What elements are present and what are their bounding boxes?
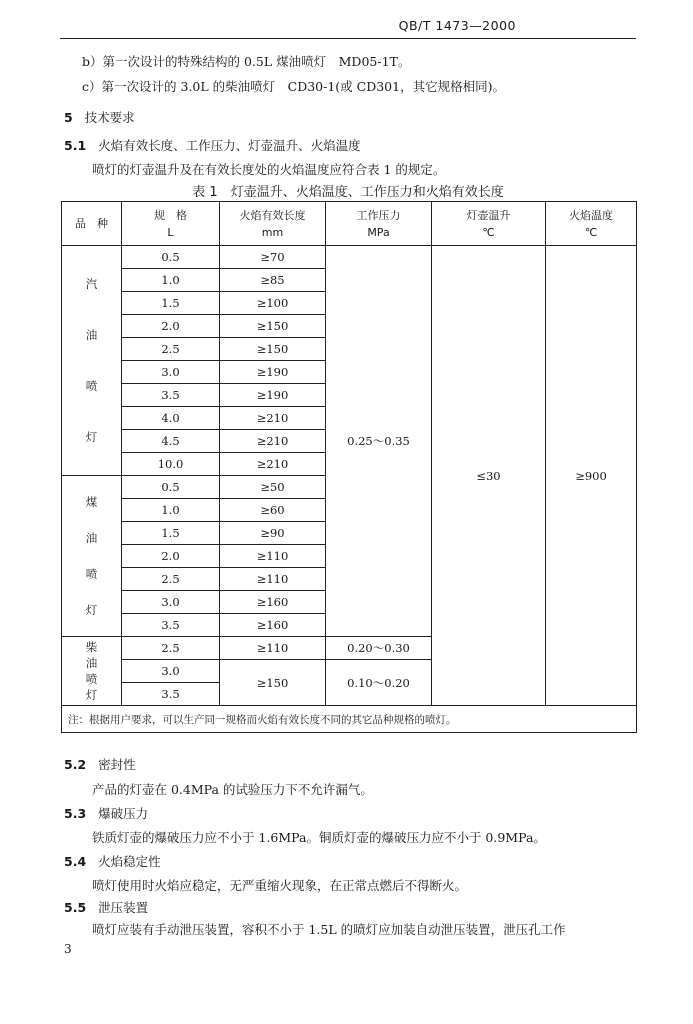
cell-spec: 1.0 (122, 499, 220, 522)
cell-spec: 0.5 (122, 476, 220, 499)
header-flame-length (220, 202, 326, 246)
section-5-2-body: 产品的灯壶在 0.4MPa 的试验压力下不允许漏气。 (92, 782, 373, 797)
cell-spec: 2.5 (122, 338, 220, 361)
group-char: 灯 (85, 430, 98, 445)
header-flame-length-unit: mm (261, 225, 284, 239)
cell-spec: 3.5 (122, 614, 220, 637)
cell-spec: 3.5 (122, 384, 220, 407)
section-5-2-heading (64, 755, 136, 773)
cell-flame-length: ≥110 (220, 637, 326, 660)
standard-number: QB/T 1473—2000 (398, 18, 516, 33)
group-char: 灯 (85, 603, 98, 617)
header-flame-temp-label: 火焰温度 (569, 208, 613, 222)
cell-spec: 3.0 (122, 591, 220, 614)
cell-flame-length: ≥110 (220, 545, 326, 568)
cell-pressure-diesel-rest: 0.10～0.20 (326, 660, 432, 706)
cell-spec: 2.5 (122, 568, 220, 591)
section-5-5-heading (64, 898, 148, 916)
group-char: 汽 (85, 276, 98, 291)
cell-flame-length: ≥210 (220, 407, 326, 430)
header-pressure-label: 工作压力 (356, 208, 401, 222)
cell-flame-length: ≥160 (220, 591, 326, 614)
cell-spec: 0.5 (122, 246, 220, 269)
cell-spec: 4.5 (122, 430, 220, 453)
group-char: 柴 (85, 640, 98, 654)
group-char: 喷 (85, 672, 98, 686)
cell-spec: 4.0 (122, 407, 220, 430)
cell-pressure-main: 0.25～0.35 (326, 246, 432, 637)
cell-flame-length: ≥190 (220, 384, 326, 407)
section-5-4-body: 喷灯使用时火焰应稳定，无严重缩火现象，在正常点燃后不得断火。 (92, 878, 468, 893)
group-char: 油 (85, 531, 98, 545)
table-row (62, 246, 637, 269)
group-diesel (62, 637, 122, 706)
table-header-row (62, 202, 637, 246)
cell-spec: 1.5 (122, 522, 220, 545)
section-number: 5.2 (64, 757, 87, 772)
spec-table (61, 201, 637, 733)
section-5-5-body: 喷灯应装有手动泄压装置，容积不小于 1.5L 的喷灯应加装自动泄压装置，泄压孔工作 (92, 922, 566, 937)
cell-flame-length: ≥150 (220, 660, 326, 706)
section-number: 5.1 (64, 138, 87, 153)
page-header (60, 16, 636, 39)
section-5-4-heading (64, 852, 161, 870)
table-note-row (62, 706, 637, 733)
intro-item-c: c）第一次设计的 3.0L 的柴油喷灯 CD30-1(或 CD301，其它规格相同)。 (82, 79, 505, 94)
header-temp-rise (432, 202, 546, 246)
section-5-3-body: 铁质灯壶的爆破压力应不小于 1.6MPa。铜质灯壶的爆破压力应不小于 0.9MPa。 (92, 830, 546, 845)
section-5-1-body: 喷灯的灯壶温升及在有效长度处的火焰温度应符合表 1 的规定。 (92, 162, 446, 177)
cell-spec: 3.0 (122, 660, 220, 683)
header-spec (122, 202, 220, 246)
header-flame-length-label: 火焰有效长度 (239, 208, 306, 222)
cell-flame-length: ≥150 (220, 338, 326, 361)
header-spec-label: 规 格 (154, 208, 187, 222)
section-number: 5.3 (64, 806, 87, 821)
cell-temp-rise: ≤30 (432, 246, 546, 706)
section-title: 火焰有效长度、工作压力、灯壶温升、火焰温度 (98, 138, 361, 153)
section-number: 5.4 (64, 854, 87, 869)
section-5-3-heading (64, 804, 148, 822)
header-spec-unit: L (167, 225, 174, 239)
cell-spec: 3.5 (122, 683, 220, 706)
cell-flame-length: ≥150 (220, 315, 326, 338)
group-char: 灯 (85, 688, 98, 702)
section-title: 火焰稳定性 (98, 854, 161, 869)
header-temp-rise-unit: ℃ (482, 225, 495, 239)
cell-spec: 2.5 (122, 637, 220, 660)
cell-flame-length: ≥70 (220, 246, 326, 269)
section-title: 密封性 (98, 757, 136, 772)
group-char: 喷 (85, 379, 98, 394)
cell-flame-length: ≥100 (220, 292, 326, 315)
cell-pressure-diesel-25: 0.20～0.30 (326, 637, 432, 660)
group-gasoline (62, 246, 122, 476)
page-number: 3 (64, 942, 72, 956)
group-char: 喷 (85, 567, 98, 581)
header-flame-temp (546, 202, 637, 246)
section-title: 泄压装置 (98, 900, 149, 915)
table-note: 注：根据用户要求，可以生产同一规格而火焰有效长度不同的其它品种规格的喷灯。 (62, 706, 637, 733)
cell-spec: 1.5 (122, 292, 220, 315)
header-flame-temp-unit: ℃ (584, 225, 598, 239)
header-temp-rise-label: 灯壶温升 (466, 208, 511, 222)
intro-item-b: b）第一次设计的特殊结构的 0.5L 煤油喷灯 MD05-1T。 (82, 54, 411, 69)
section-5-1-heading (64, 136, 361, 154)
header-product: 品 种 (62, 202, 122, 246)
section-number: 5 (64, 110, 73, 125)
cell-flame-length: ≥210 (220, 430, 326, 453)
cell-flame-temp: ≥900 (546, 246, 637, 706)
header-pressure-unit: MPa (367, 225, 390, 239)
group-kerosene (62, 476, 122, 637)
group-char: 油 (85, 656, 98, 670)
cell-flame-length: ≥160 (220, 614, 326, 637)
section-5-heading (64, 108, 135, 126)
section-title: 爆破压力 (98, 806, 149, 821)
cell-flame-length: ≥60 (220, 499, 326, 522)
cell-spec: 2.0 (122, 315, 220, 338)
group-char: 煤 (85, 495, 98, 509)
section-title: 技术要求 (84, 110, 135, 125)
section-number: 5.5 (64, 900, 87, 915)
header-pressure (326, 202, 432, 246)
cell-spec: 1.0 (122, 269, 220, 292)
cell-flame-length: ≥190 (220, 361, 326, 384)
cell-flame-length: ≥110 (220, 568, 326, 591)
cell-flame-length: ≥210 (220, 453, 326, 476)
cell-flame-length: ≥85 (220, 269, 326, 292)
cell-spec: 2.0 (122, 545, 220, 568)
cell-flame-length: ≥50 (220, 476, 326, 499)
cell-spec: 10.0 (122, 453, 220, 476)
cell-flame-length: ≥90 (220, 522, 326, 545)
group-char: 油 (85, 327, 98, 342)
table-caption: 表 1 灯壶温升、火焰温度、工作压力和火焰有效长度 (192, 185, 504, 200)
cell-spec: 3.0 (122, 361, 220, 384)
